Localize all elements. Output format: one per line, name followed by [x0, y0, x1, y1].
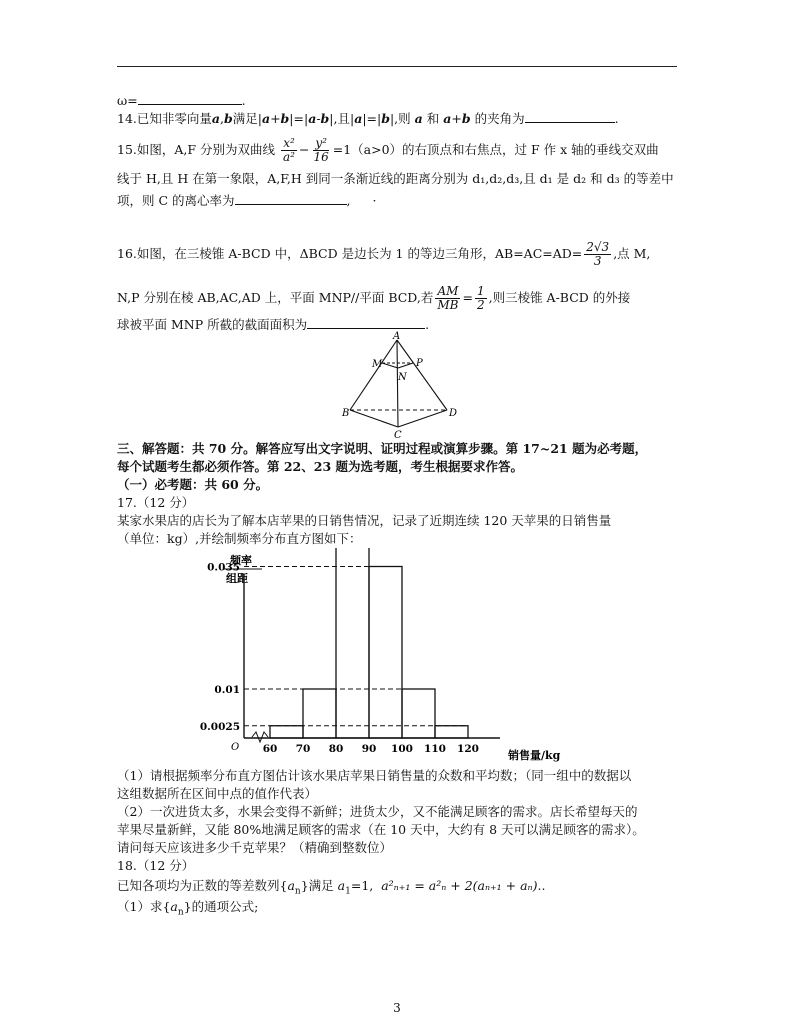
- edge-ac: [397, 340, 398, 427]
- question-17-part1-line2: 这组数据所在区间中点的值作代表）: [117, 786, 318, 801]
- section-3-heading-line2: 每个试题考生都必须作答。第 22、23 题为选考题，考生根据要求作答。: [117, 459, 523, 474]
- question-18-part1: （1）求$\{a_n\}$的通项公式;: [117, 899, 259, 918]
- y-axis-label-numerator: 频率: [230, 554, 252, 567]
- fraction-1-2: $\frac{1}{2}$: [476, 284, 485, 312]
- label-d: D: [449, 408, 458, 419]
- tetrahedron-figure: [340, 330, 470, 440]
- question-14: 14.已知非零向量a,b满足|a+b|=|a-b|,且|a|=|b|,则 a 和 a+b 的夹角为 .: [117, 111, 619, 126]
- histogram-bar: [303, 689, 336, 738]
- y-axis-label-denominator: 组距: [226, 572, 248, 585]
- x-axis-label: 销售量/kg: [508, 749, 561, 762]
- x-tick-label: 70: [295, 743, 311, 755]
- x-tick-label: 80: [328, 743, 344, 755]
- question-16-line3: 球被平面 MNP 所截的截面面积为 .: [117, 317, 430, 332]
- histogram-bar: [336, 548, 369, 738]
- question-18-line1: 已知各项均为正数的等差数列$\{a_n\}$满足 $a_1=1$, a²ₙ₊₁ = a²ₙ + 2(aₙ₊₁ + aₙ)..: [117, 878, 546, 897]
- edge-mn: [382, 363, 398, 368]
- edge-cd: [398, 410, 447, 427]
- y-tick-label: 0.0025: [199, 720, 240, 733]
- header-rule: [117, 66, 677, 67]
- fraction-2root3-3: $\frac{2√3}{3}$: [586, 240, 610, 268]
- frequency-histogram: [190, 548, 610, 766]
- edge-ab: [350, 340, 397, 410]
- fraction-x2-a2: $\frac{\text{x²}}{\text{a²}}$: [283, 136, 295, 164]
- label-m: M: [372, 359, 383, 370]
- fraction-am-mb: $\frac{AM}{MB}$: [437, 284, 459, 312]
- axis-break-mark: [252, 732, 268, 742]
- answer-blank[interactable]: [307, 316, 425, 329]
- question-17-head: 17.（12 分）: [117, 495, 195, 510]
- page-number: 3: [393, 1001, 401, 1015]
- y-tick-label: 0.035: [207, 561, 240, 574]
- question-18-head: 18.（12 分）: [117, 858, 195, 873]
- histogram-bar: [369, 567, 402, 739]
- question-17-part2-line1: （2）一次进货太多，水果会变得不新鲜；进货太少，又不能满足顾客的需求。店长希望每天的: [117, 804, 638, 819]
- answer-blank[interactable]: [235, 192, 347, 205]
- edge-bc: [350, 410, 398, 427]
- question-17-part2-line3: 请问每天应该进多少千克苹果？（精确到整数位）: [117, 840, 393, 855]
- q13-answer-line: ω= .: [117, 93, 246, 108]
- label-p: P: [416, 358, 423, 369]
- omega-label: ω=: [117, 93, 138, 108]
- question-17-part1-line1: （1）请根据频率分布直方图估计该水果店苹果日销售量的众数和平均数；（同一组中的数据以: [117, 768, 632, 783]
- label-c: C: [394, 430, 402, 440]
- x-tick-label: 120: [457, 743, 479, 755]
- question-16-line1: 16.如图，在三棱锥 A-BCD 中，ΔBCD 是边长为 1 的等边三角形，AB=AC=AD= $\frac{2√3}{3}$ ,点 M,: [117, 240, 651, 268]
- origin-label: O: [231, 742, 240, 753]
- answer-blank[interactable]: [525, 110, 615, 123]
- y-tick-label: [214, 548, 240, 549]
- question-16-line2: N,P 分别在棱 AB,AC,AD 上，平面 MNP//平面 BCD,若 $\frac{AM}{MB}$ = $\frac{1}{2}$ ,则三棱锥 A-BCD 的外接: [117, 284, 631, 312]
- section-3-heading-line1: 三、解答题：共 70 分。解答应写出文字说明、证明过程或演算步骤。第 17~21 题为必考题，: [117, 441, 648, 456]
- y-tick-label: 0.01: [214, 684, 240, 696]
- x-tick-label: 60: [262, 743, 278, 755]
- x-tick-label: 110: [424, 743, 446, 755]
- histogram-bar: [270, 726, 303, 738]
- question-15-line2: 线于 H,且 H 在第一象限，A,F,H 到同一条渐近线的距离分别为 d₁,d₂,d₃,且 d₁ 是 d₂ 和 d₃ 的等差中: [117, 171, 674, 186]
- histogram-bar: [435, 726, 468, 738]
- edge-np: [398, 363, 413, 368]
- label-a: A: [393, 331, 401, 342]
- fraction-y2-16: $\frac{\text{y²}}{16}$: [313, 136, 329, 164]
- x-tick-label: 90: [361, 743, 377, 755]
- question-17-line1: 某家水果店的店长为了解本店苹果的日销售情况，记录了近期连续 120 天苹果的日销售量: [117, 513, 612, 528]
- question-17-line2: （单位：kg）,并绘制频率分布直方图如下：: [117, 531, 362, 546]
- x-tick-label: 100: [391, 743, 413, 755]
- recurrence-formula: a²ₙ₊₁ = a²ₙ + 2(aₙ₊₁ + aₙ): [381, 878, 538, 893]
- answer-blank[interactable]: [138, 92, 242, 105]
- histogram-bar: [402, 689, 435, 738]
- section-3-subheading: （一）必考题：共 60 分。: [117, 477, 269, 492]
- question-15-line1: 15.如图，A,F 分别为双曲线 $\frac{\text{x²}}{\text{a²}}$ − $\frac{\text{y²}}{16}$ =1（a>0）的右顶点和右焦点，过 F 作 x 轴的垂线交双曲: [117, 136, 659, 164]
- label-n: N: [398, 372, 407, 383]
- question-15-line3: 项，则 C 的离心率为 , ·: [117, 193, 377, 208]
- label-b: B: [342, 408, 350, 419]
- question-17-part2-line2: 苹果尽量新鲜，又能 80%地满足顾客的需求（在 10 天中，大约有 8 天可以满足顾客的需求）。: [117, 822, 645, 837]
